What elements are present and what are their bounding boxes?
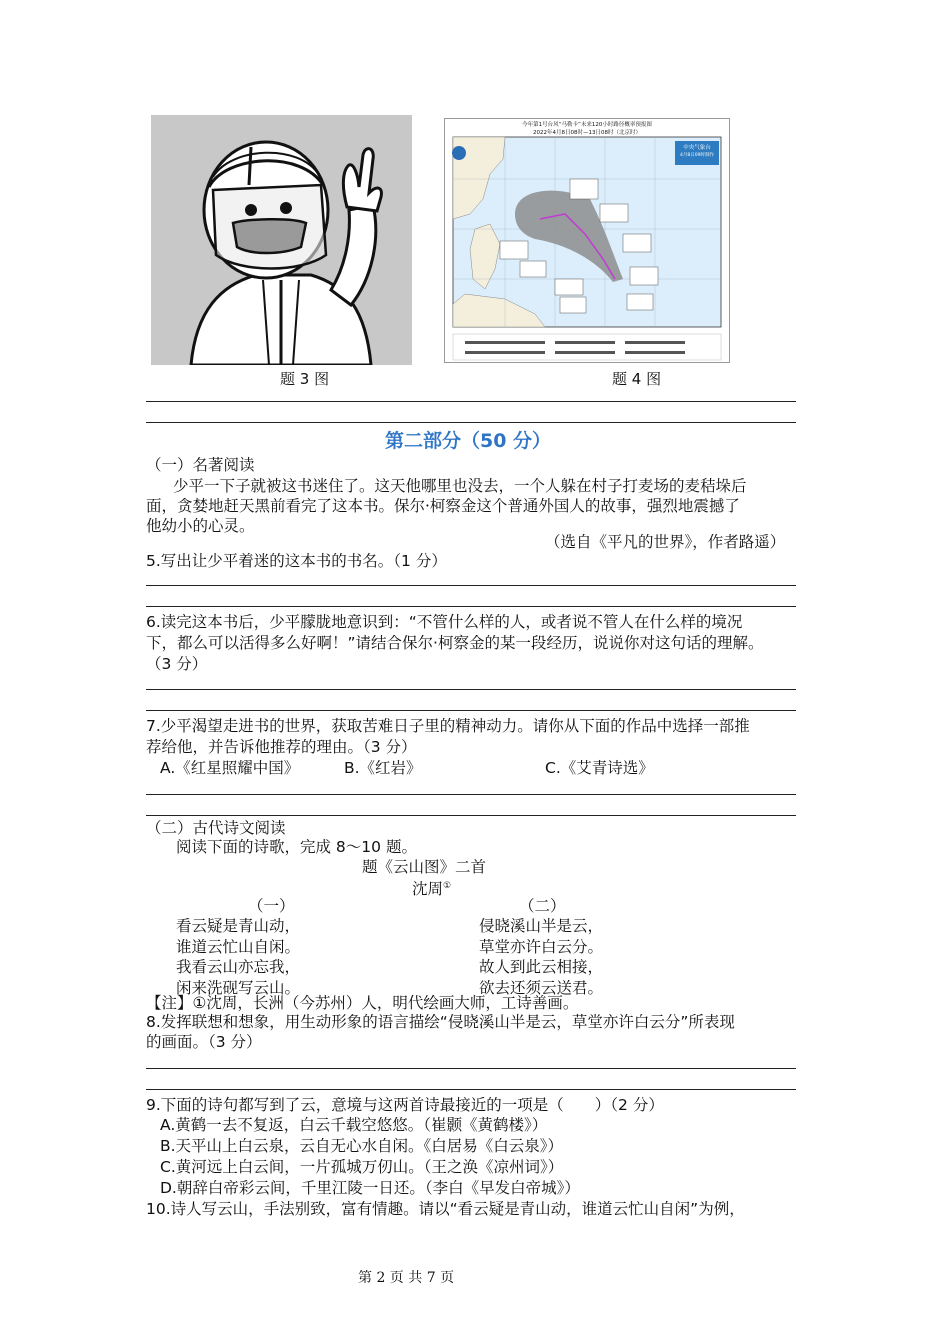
poem-1-line: 看云疑是青山动， [176, 917, 301, 935]
poem-1-line: 闲来洗砚写云山。 [176, 978, 301, 997]
figure-3-cartoon [151, 115, 412, 365]
map-badge-sub: 4月8日09时制作 [680, 153, 714, 158]
cma-logo-icon [452, 146, 466, 160]
answer-line [146, 1068, 796, 1069]
poem-1-line: 谁道云忙山自闲。 [176, 937, 301, 956]
answer-line [146, 815, 796, 816]
option-9-b: B.天平山上白云泉，云自无心水自闲。《白居易《白云泉》） [160, 1137, 564, 1155]
question-7-line-1: 7.少平渴望走进书的世界，获取苦难日子里的精神动力。请你从下面的作品中选择一部推 [146, 717, 750, 735]
figure-3-caption: 题 3 图 [280, 370, 330, 388]
poem-title: 题《云山图》二首 [362, 858, 487, 876]
answer-line [146, 401, 796, 402]
question-6-line-3: （3 分） [146, 655, 208, 673]
passage-line-2: 面，贪婪地赶天黑前看完了这本书。保尔·柯察金这个普通外国人的故事，强烈地震撼了 [146, 497, 740, 515]
passage-line-3: 他幼小的心灵。 [146, 517, 255, 535]
poem-note: 【注】①沈周，长洲（今苏州）人，明代绘画大师，工诗善画。 [146, 994, 579, 1012]
answer-line [146, 585, 796, 586]
option-7-b: B.《红岩》 [344, 759, 422, 777]
question-5: 5.写出让少平着迷的这本书的书名。（1 分） [146, 552, 447, 570]
option-7-c: C.《艾青诗选》 [545, 759, 654, 777]
option-9-d: D.朝辞白帝彩云间，千里江陵一日还。（李白《早发白帝城》） [160, 1179, 580, 1197]
poem-2-line: 侵晓溪山半是云， [479, 917, 604, 935]
cartoon-medic-illustration [151, 115, 412, 365]
question-9: 9.下面的诗句都写到了云，意境与这两首诗最接近的一项是（ ）（2 分） [146, 1096, 664, 1114]
figure-4-caption: 题 4 图 [612, 370, 662, 388]
page-number: 第 2 页 共 7 页 [358, 1270, 455, 1286]
poem-2-label: （二） [519, 897, 566, 915]
figure-4-typhoon-map [444, 118, 730, 363]
poem-1 [176, 916, 300, 998]
answer-line [146, 794, 796, 795]
part2-heading: 第二部分（50 分） [385, 430, 552, 452]
option-9-c: C.黄河远上白云间，一片孤城万仞山。（王之涣《凉州词》） [160, 1158, 564, 1176]
question-8-line-2: 的画面。（3 分） [146, 1033, 262, 1051]
answer-line [146, 606, 796, 607]
poem-2-line: 草堂亦许白云分。 [479, 937, 604, 956]
poem-2-line: 欲去还须云送君。 [479, 978, 604, 997]
question-10: 10.诗人写云山，手法别致，富有情趣。请以“看云疑是青山动，谁道云忙山自闲”为例， [146, 1200, 745, 1218]
passage-source: （选自《平凡的世界》，作者路遥） [545, 533, 786, 551]
note-mark: ① [443, 881, 452, 891]
question-7-line-2: 荐给他，并告诉他推荐的理由。（3 分） [146, 738, 417, 756]
passage-line-1: 少平一下子就被这书迷住了。这天他哪里也没去，一个人躲在村子打麦场的麦秸垛后 [173, 477, 747, 495]
question-8-line-1: 8.发挥联想和想象，用生动形象的语言描绘“侵晓溪山半是云，草堂亦许白云分”所表现 [146, 1013, 735, 1031]
map-title-1: 今年第1号台风“马勒卡”未来120小时路径概率预报图 [522, 122, 652, 128]
answer-line [146, 689, 796, 690]
question-6-line-2: 下，都么可以活得多么好啊！”请结合保尔·柯察金的某一段经历，说说你对这句话的理解。 [146, 634, 764, 652]
poem-1-line: 我看云山亦忘我， [176, 958, 301, 976]
poet-name: 沈周① [412, 880, 452, 899]
section2-intro: 阅读下面的诗歌，完成 8～10 题。 [176, 838, 417, 856]
map-badge: 中央气象台 [683, 145, 711, 151]
section2-heading: （二）古代诗文阅读 [146, 819, 286, 837]
map-title-2: 2022年4月8日08时—13日08时（北京时） [533, 130, 641, 136]
option-9-a: A.黄鹤一去不复返，白云千载空悠悠。（崔颢《黄鹤楼》） [160, 1116, 548, 1134]
answer-line [146, 1089, 796, 1090]
poem-2 [479, 916, 603, 998]
answer-line [146, 710, 796, 711]
poem-1-label: （一） [248, 897, 295, 915]
question-6-line-1: 6.读完这本书后，少平朦胧地意识到：“不管什么样的人，或者说不管人在什么样的境况 [146, 613, 743, 631]
option-7-a: A.《红星照耀中国》 [160, 759, 300, 777]
answer-line [146, 422, 796, 423]
section1-heading: （一）名著阅读 [146, 456, 255, 474]
poem-2-line: 故人到此云相接， [479, 958, 604, 976]
